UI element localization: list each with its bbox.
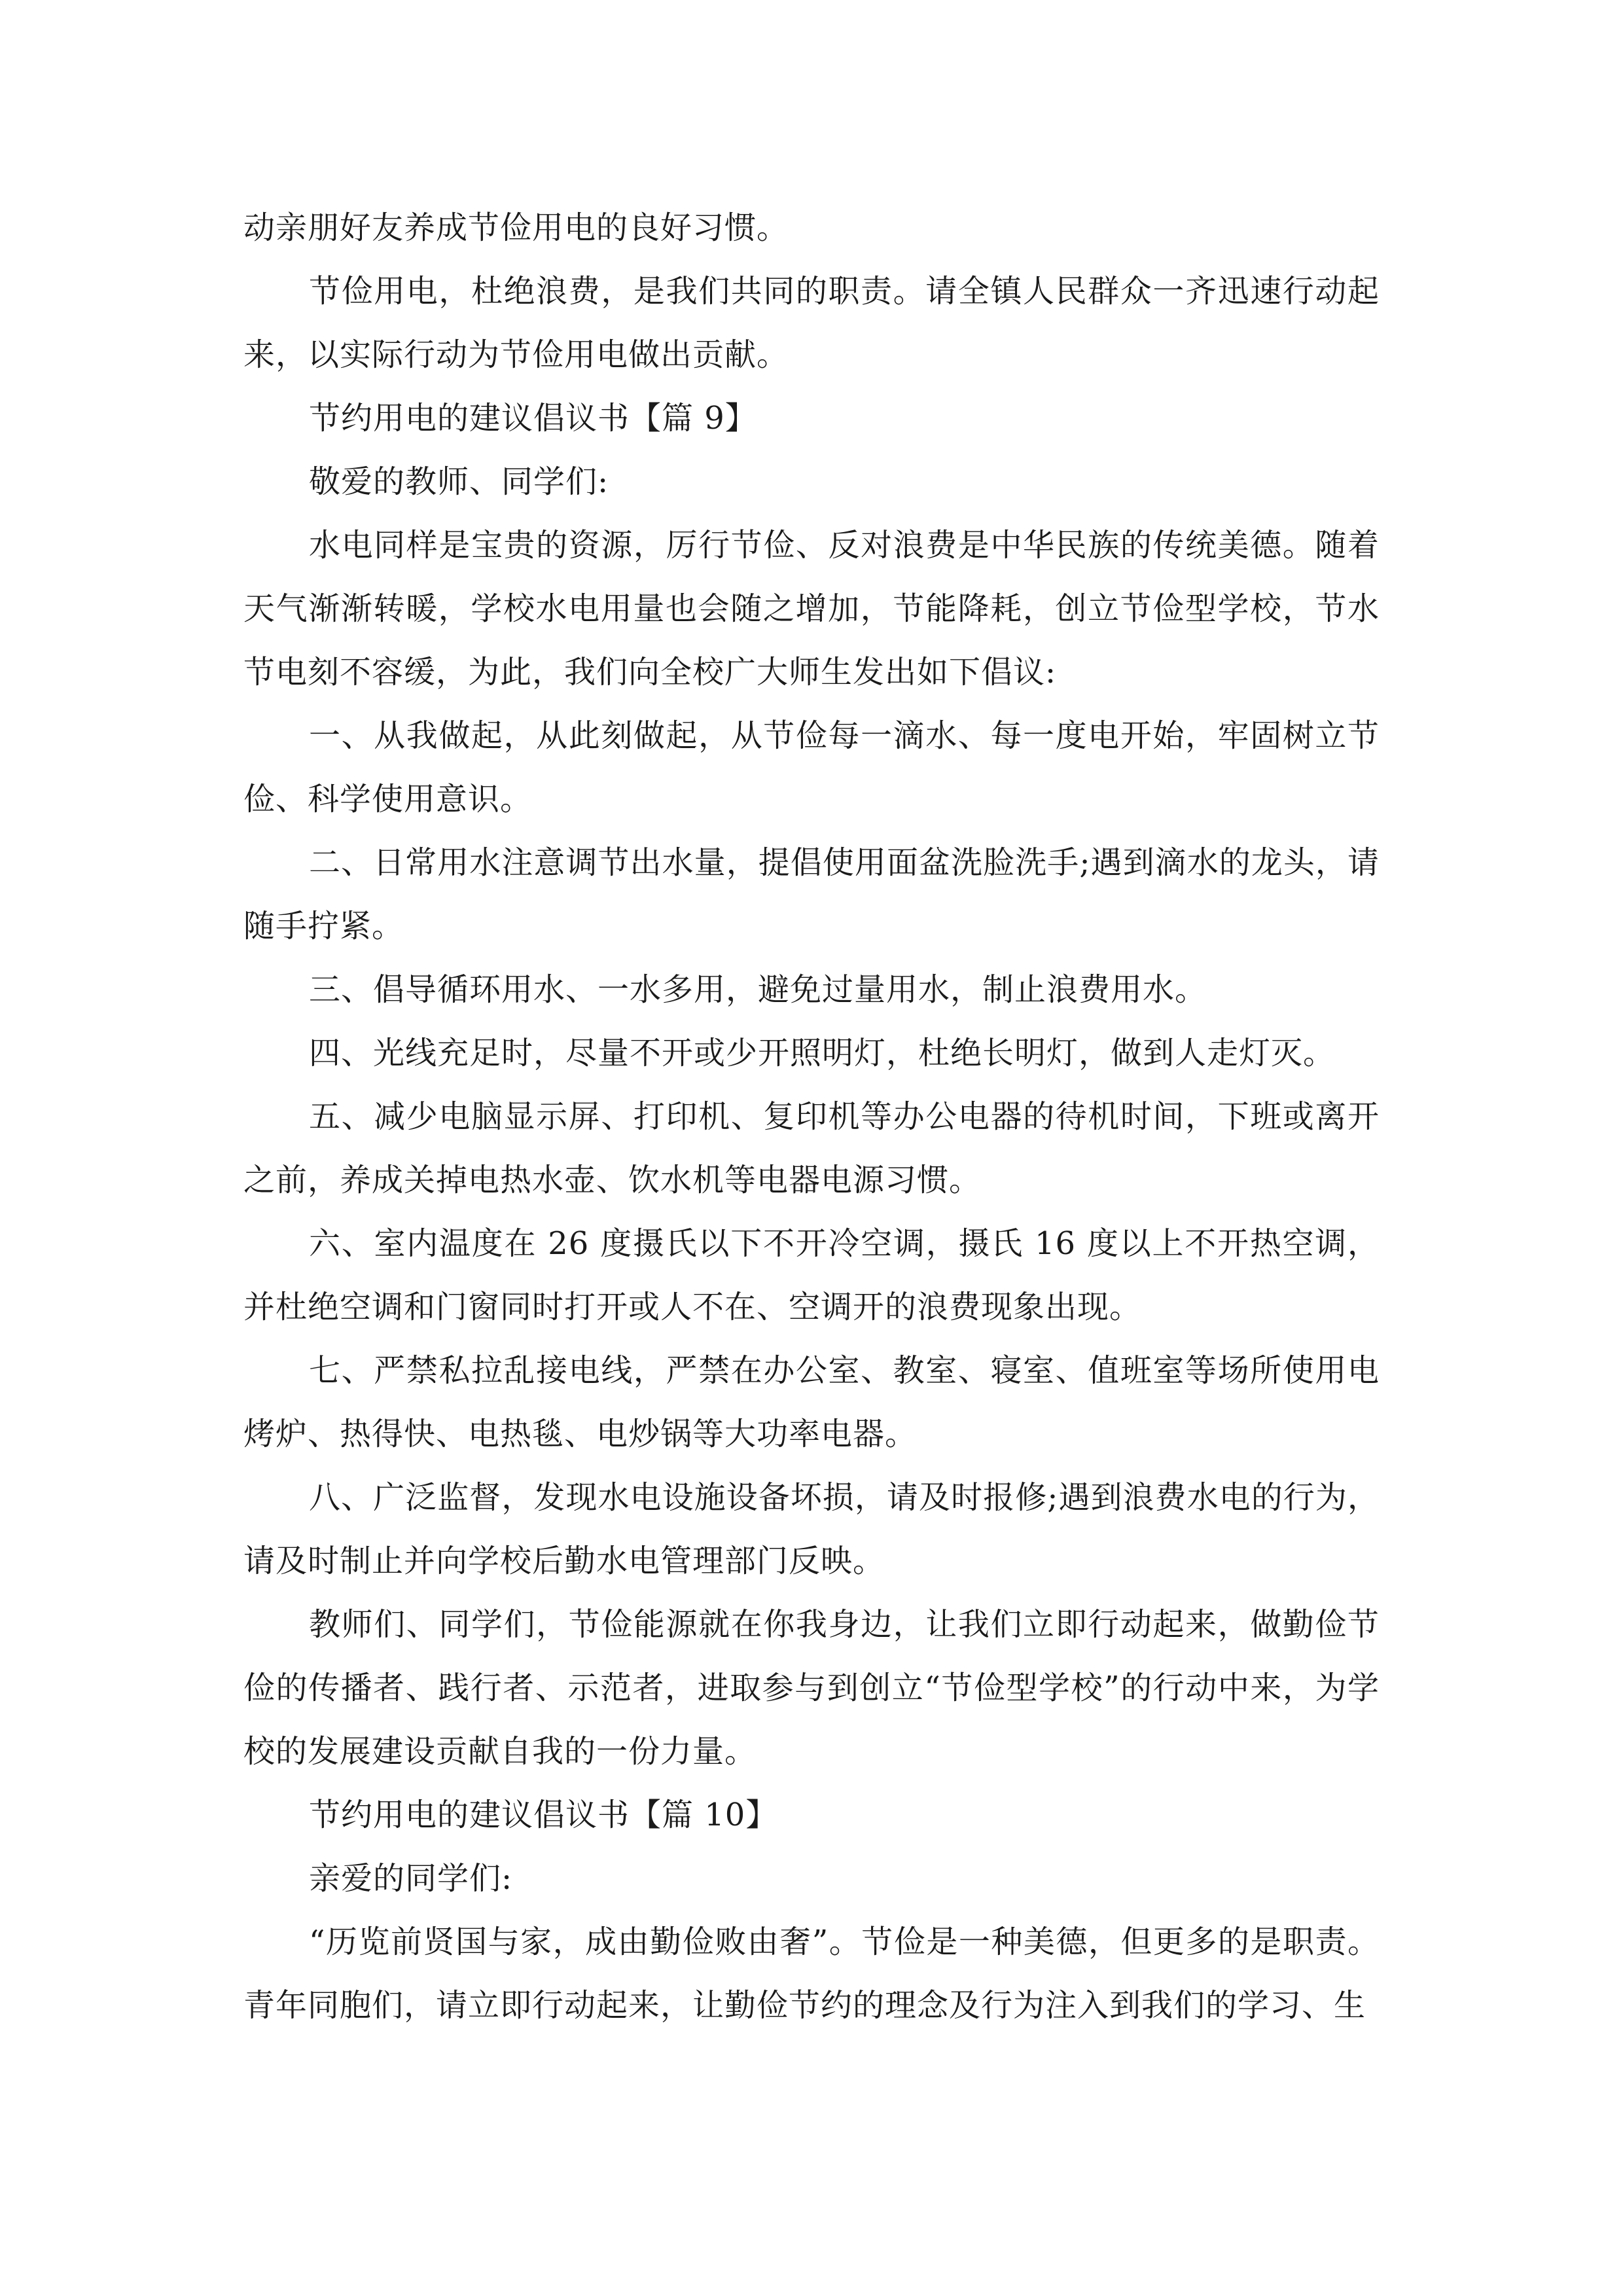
list-item-3: 三、倡导循环用水、一水多用，避免过量用水，制止浪费用水。 [309, 971, 1207, 1008]
section-heading-10: 节约用电的建议倡议书【篇 10】 [309, 1797, 778, 1833]
list-item-2: 二、日常用水注意调节出水量，提倡使用面盆洗脸洗手;遇到滴水的龙头，请随手拧紧。 [243, 844, 1380, 944]
list-item-1: 一、从我做起，从此刻做起，从节俭每一滴水、每一度电开始，牢固树立节俭、科学使用意识。 [243, 717, 1380, 817]
paragraph-intro: 水电同样是宝贵的资源，厉行节俭、反对浪费是中华民族的传统美德。随着天气渐渐转暖，学校水电用量也会随之增加，节能降耗，创立节俭型学校，节水节电刻不容缓，为此，我们向全校广大师生发出如下倡议: [243, 527, 1380, 691]
list-item-5: 五、减少电脑显示屏、打印机、复印机等办公电器的待机时间，下班或离开之前，养成关掉电热水壶、饮水机等电器电源习惯。 [243, 1098, 1380, 1198]
paragraph-quote: “历览前贤国与家，成由勤俭败由奢”。节俭是一种美德，但更多的是职责。青年同胞们，请立即行动起来，让勤俭节约的理念及行为注入到我们的学习、生 [243, 1924, 1380, 2024]
document-body [243, 196, 1380, 2037]
list-item-7: 七、严禁私拉乱接电线，严禁在办公室、教室、寝室、值班室等场所使用电烤炉、热得快、电热毯、电炒锅等大功率电器。 [243, 1352, 1380, 1452]
paragraph-continuation: 动亲朋好友养成节俭用电的良好习惯。 [243, 209, 789, 246]
section-heading-9: 节约用电的建议倡议书【篇 9】 [309, 400, 757, 437]
salutation-teachers-students: 敬爱的教师、同学们: [309, 463, 609, 500]
list-item-6: 六、室内温度在 26 度摄氏以下不开冷空调，摄氏 16 度以上不开热空调，并杜绝空调和门窗同时打开或人不在、空调开的浪费现象出现。 [243, 1225, 1380, 1325]
list-item-8: 八、广泛监督，发现水电设施设备坏损，请及时报修;遇到浪费水电的行为，请及时制止并向学校后勤水电管理部门反映。 [243, 1479, 1380, 1579]
salutation-classmates: 亲爱的同学们: [309, 1860, 513, 1897]
list-item-4: 四、光线充足时，尽量不开或少开照明灯，杜绝长明灯，做到人走灯灭。 [309, 1035, 1336, 1071]
paragraph-closing: 教师们、同学们，节俭能源就在你我身边，让我们立即行动起来，做勤俭节俭的传播者、践行者、示范者，进取参与到创立“节俭型学校”的行动中来，为学校的发展建设贡献自我的一份力量。 [243, 1606, 1380, 1770]
paragraph-call-to-action: 节俭用电，杜绝浪费，是我们共同的职责。请全镇人民群众一齐迅速行动起来，以实际行动为节俭用电做出贡献。 [243, 273, 1380, 373]
